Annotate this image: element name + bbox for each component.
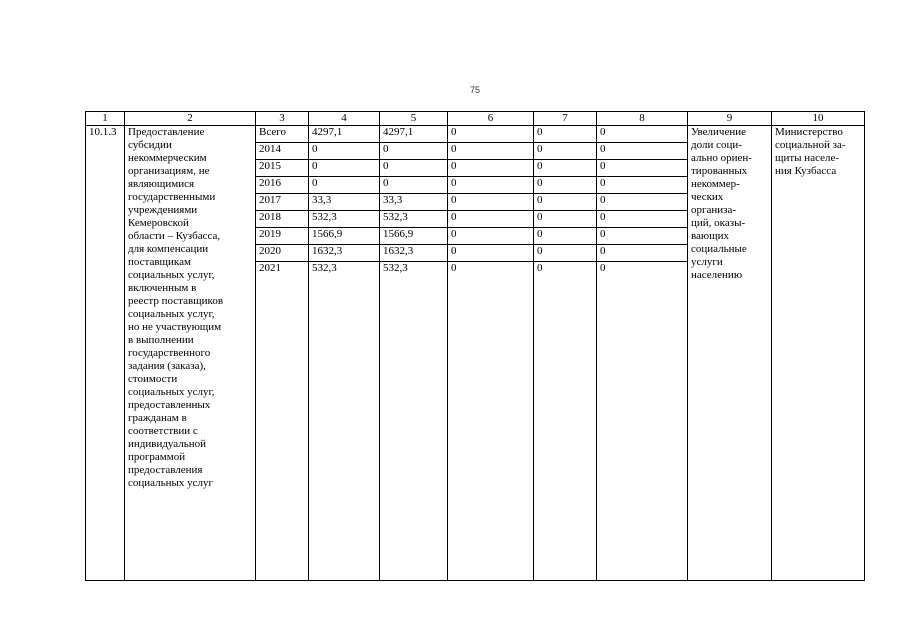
value-cell: 532,3: [380, 211, 448, 228]
year-cell: 2017: [256, 194, 309, 211]
header-cell: 1: [86, 112, 125, 126]
value-cell: 532,3: [309, 262, 380, 279]
value-cell: 0: [448, 245, 534, 262]
year-cell: Всего: [256, 126, 309, 143]
filler-cell: [380, 278, 448, 581]
filler-cell: [597, 278, 688, 581]
value-cell: 0: [534, 262, 597, 279]
row-code: 10.1.3: [86, 126, 125, 581]
value-cell: 0: [448, 177, 534, 194]
header-cell: 2: [125, 112, 256, 126]
filler-cell: [309, 278, 380, 581]
program-table: [85, 111, 865, 581]
value-cell: 0: [448, 262, 534, 279]
year-cell: 2015: [256, 160, 309, 177]
value-cell: 0: [534, 211, 597, 228]
value-cell: 0: [309, 160, 380, 177]
header-cell: 6: [448, 112, 534, 126]
value-cell: 0: [597, 126, 688, 143]
value-cell: 4297,1: [309, 126, 380, 143]
year-cell: 2020: [256, 245, 309, 262]
value-cell: 1632,3: [380, 245, 448, 262]
header-cell: 7: [534, 112, 597, 126]
row-indicator: Увеличение доли соци- ально ориен- тированных некоммер- ческих организа- ций, оказы- вающих социальные услуги населению: [688, 126, 772, 581]
year-cell: 2016: [256, 177, 309, 194]
page-number: 75: [469, 85, 480, 95]
row-executor: Министерство социальной за- щиты населе- ния Кузбасса: [772, 126, 865, 581]
value-cell: 0: [597, 262, 688, 279]
header-row: [86, 112, 865, 126]
year-cell: 2021: [256, 262, 309, 279]
value-cell: 0: [597, 177, 688, 194]
value-cell: 1632,3: [309, 245, 380, 262]
value-cell: 0: [534, 228, 597, 245]
value-cell: 0: [380, 160, 448, 177]
value-cell: 0: [448, 211, 534, 228]
header-cell: 10: [772, 112, 865, 126]
header-cell: 3: [256, 112, 309, 126]
value-cell: 0: [597, 160, 688, 177]
value-cell: 0: [448, 160, 534, 177]
value-cell: 0: [534, 160, 597, 177]
value-cell: 33,3: [380, 194, 448, 211]
row-description: Предоставление субсидии некоммерческим организациям, не являющимися государственными учреждениями Кемеровской области – Кузбасса, для компенсации поставщикам социальных услуг, включенным в реестр поставщиков социальных услуг, но не участвующим в выполнении государственного задания (заказа), стоимости социальных услуг, предоставленных гражданам в соответствии с индивидуальной программой предоставления социальных услуг: [125, 126, 256, 581]
filler-cell: [448, 278, 534, 581]
value-cell: 0: [597, 143, 688, 160]
value-cell: 1566,9: [380, 228, 448, 245]
value-cell: 0: [448, 194, 534, 211]
value-cell: 0: [309, 143, 380, 160]
value-cell: 0: [534, 177, 597, 194]
value-cell: 0: [597, 228, 688, 245]
value-cell: 0: [380, 143, 448, 160]
header-cell: 5: [380, 112, 448, 126]
filler-cell: [534, 278, 597, 581]
value-cell: 0: [534, 245, 597, 262]
value-cell: 0: [534, 143, 597, 160]
year-cell: 2014: [256, 143, 309, 160]
value-cell: 0: [534, 126, 597, 143]
table-row: [86, 126, 865, 143]
value-cell: 532,3: [309, 211, 380, 228]
value-cell: 0: [448, 143, 534, 160]
value-cell: 4297,1: [380, 126, 448, 143]
value-cell: 0: [597, 211, 688, 228]
value-cell: 0: [597, 245, 688, 262]
value-cell: 1566,9: [309, 228, 380, 245]
year-cell: 2018: [256, 211, 309, 228]
value-cell: 0: [448, 126, 534, 143]
header-cell: 8: [597, 112, 688, 126]
year-cell: 2019: [256, 228, 309, 245]
value-cell: 33,3: [309, 194, 380, 211]
value-cell: 0: [309, 177, 380, 194]
value-cell: 0: [597, 194, 688, 211]
filler-cell: [256, 278, 309, 581]
header-cell: 4: [309, 112, 380, 126]
value-cell: 0: [448, 228, 534, 245]
value-cell: 0: [534, 194, 597, 211]
header-cell: 9: [688, 112, 772, 126]
value-cell: 0: [380, 177, 448, 194]
value-cell: 532,3: [380, 262, 448, 279]
